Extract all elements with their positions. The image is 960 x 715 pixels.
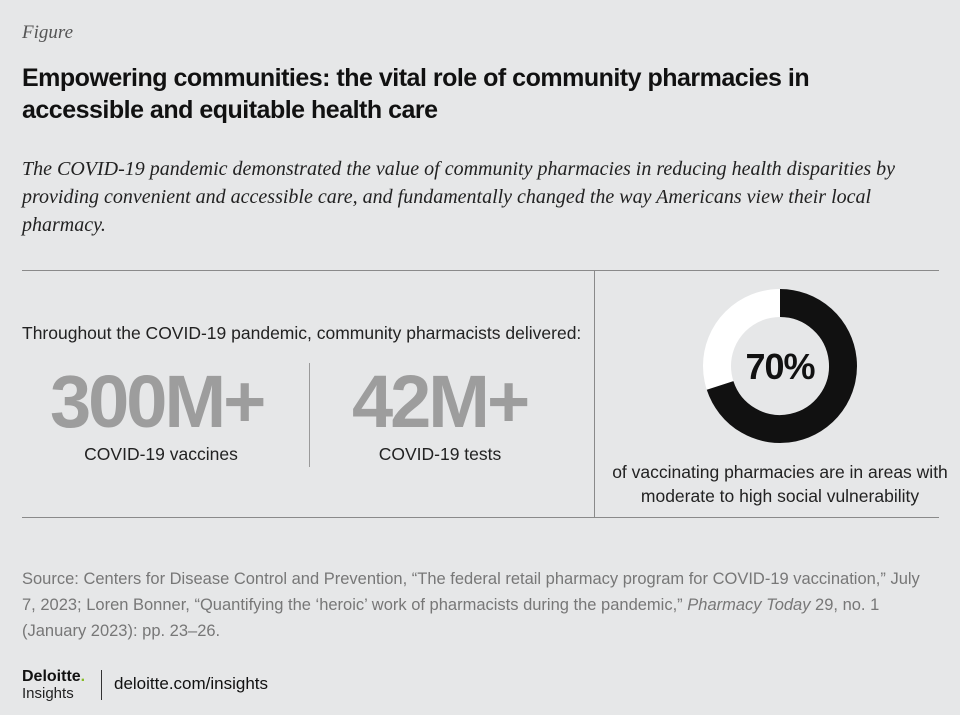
source-text: Source: Centers for Disease Control and Prevention, “The federal retail pharmacy program for COVID-19 vaccination,” July 7, 2023; Loren Bonner, “Quantifying the ‘heroic’ work of pharmacists during the pandemic,” [22,570,920,614]
figure-kicker: Figure [22,22,74,43]
logo-name: Deloitte [22,668,81,685]
panel-divider [594,270,595,518]
stats-intro: Throughout the COVID-19 pandemic, community pharmacists delivered: [22,323,582,343]
stat-vaccines-label: COVID-19 vaccines [84,444,238,464]
source-journal: Pharmacy Today [687,596,811,614]
source-citation-tail: 29, no. 1 (January 2023): pp. 23–26. [22,596,880,640]
divider-top [22,270,939,271]
page-subtitle: The COVID-19 pandemic demonstrated the value of community pharmacies in reducing health disparities by providing convenient and accessible care, and fundamentally changed the way Americans view their local pharmacy. [22,158,895,236]
footer-url-link[interactable]: deloitte.com/insights [114,674,269,693]
stat-tests-label: COVID-19 tests [378,444,502,464]
donut-chart [700,286,860,446]
stat-vaccines-value: 300M+ [50,360,264,443]
footer-divider [101,670,102,700]
donut-center-label: 70% [745,346,815,387]
logo-dot: . [80,668,86,685]
page-title: Empowering communities: the vital role of community pharmacies in accessible and equitable health care [22,64,810,124]
source-note [22,566,922,644]
logo-insights: Insights [22,685,74,702]
stat-tests-value: 42M+ [352,360,528,443]
deloitte-logo [22,668,85,702]
stats-divider [309,363,310,467]
divider-bottom [22,517,939,518]
donut-caption: of vaccinating pharmacies are in areas with moderate to high social vulnerability [612,462,948,506]
